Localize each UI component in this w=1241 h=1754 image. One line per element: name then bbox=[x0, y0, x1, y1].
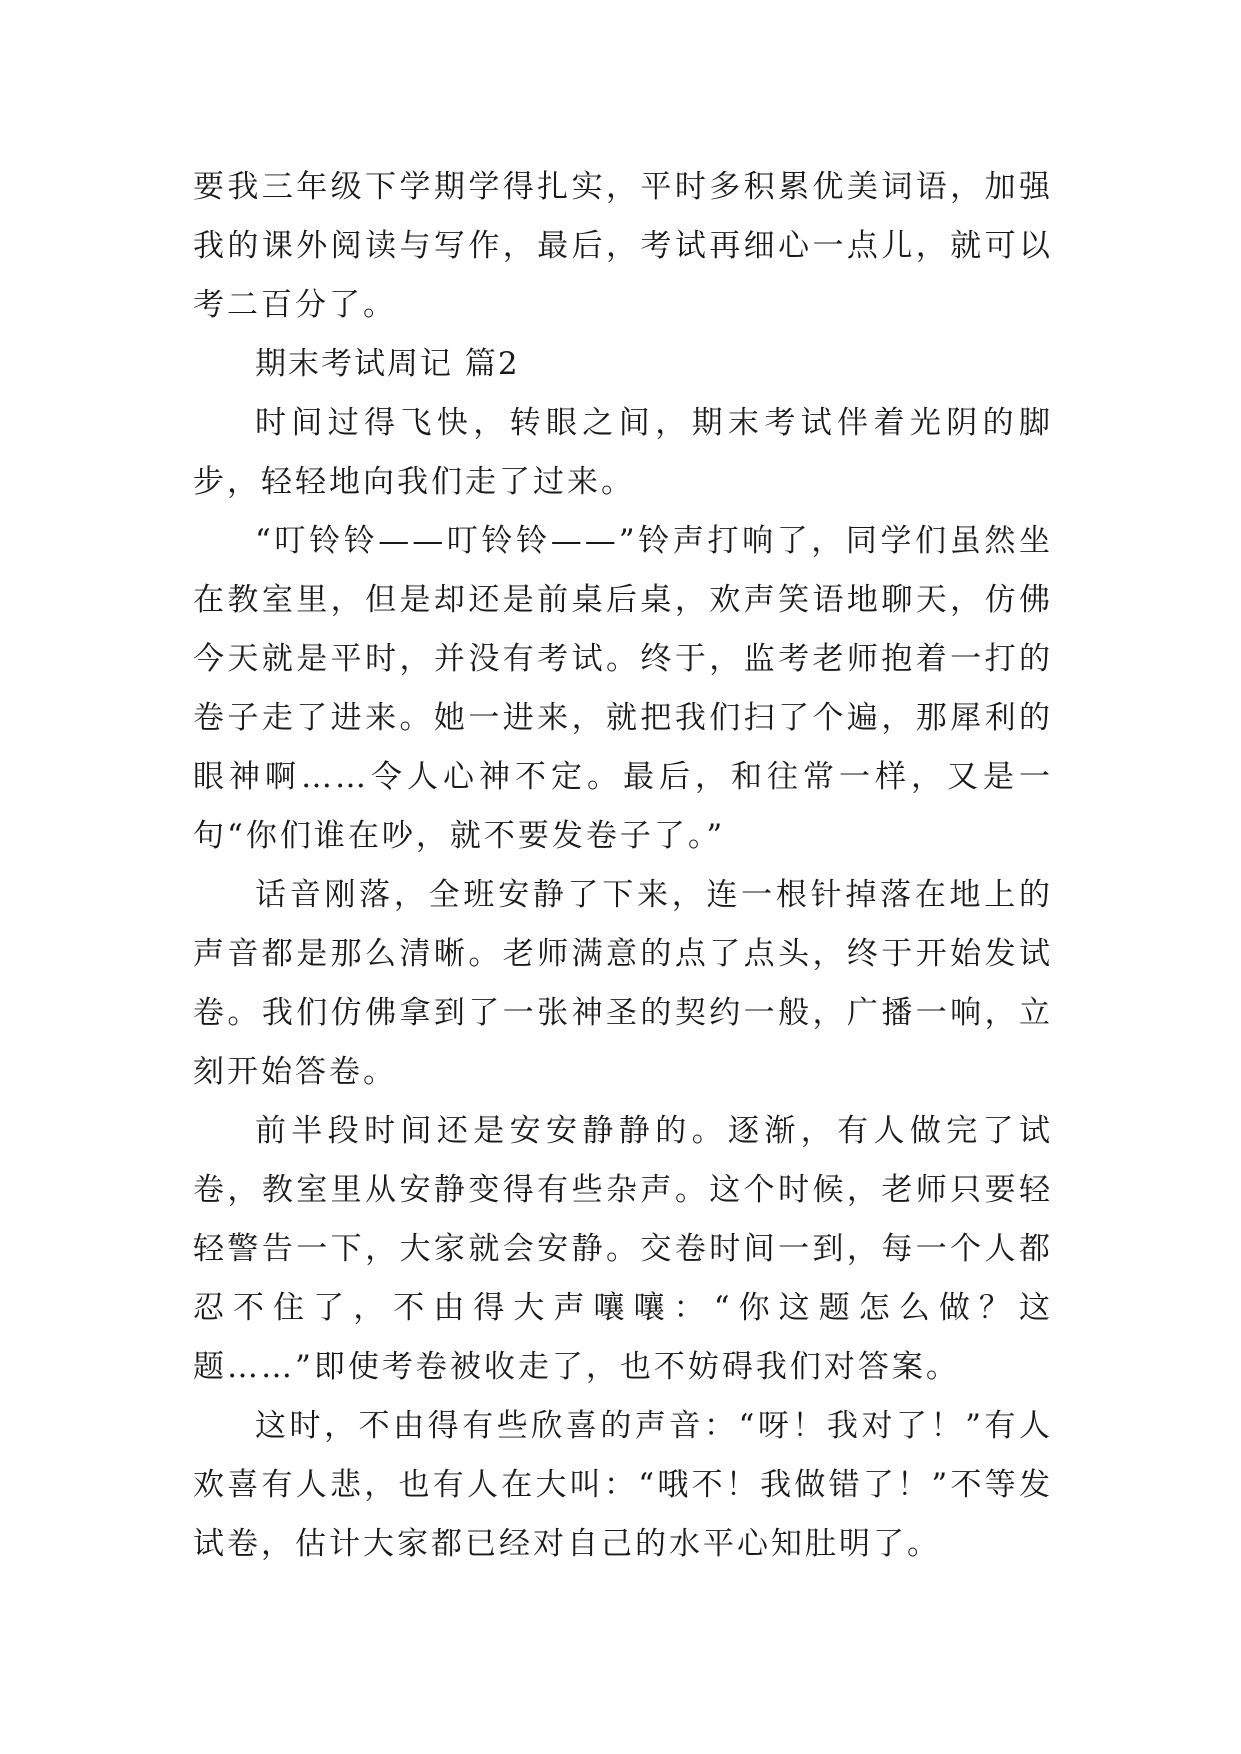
paragraph-continuation: 要我三年级下学期学得扎实，平时多积累优美词语，加强我的课外阅读与写作，最后，考试再细心一点儿，就可以考二百分了。 bbox=[193, 169, 1053, 323]
paragraph: 话音刚落，全班安静了下来，连一根针掉落在地上的声音都是那么清晰。老师满意的点了点头，终于开始发试卷。我们仿佛拿到了一张神圣的契约一般，广播一响，立刻开始答卷。 bbox=[193, 877, 1053, 1090]
paragraph: 时间过得飞快，转眼之间，期末考试伴着光阴的脚步，轻轻地向我们走了过来。 bbox=[193, 405, 1053, 500]
paragraph: 这时，不由得有些欣喜的声音：“呀！我对了！”有人欢喜有人悲，也有人在大叫：“哦不！我做错了！”不等发试卷，估计大家都已经对自己的水平心知肚明了。 bbox=[193, 1408, 1053, 1562]
paragraph: “叮铃铃——叮铃铃——”铃声打响了，同学们虽然坐在教室里，但是却还是前桌后桌，欢声笑语地聊天，仿佛今天就是平时，并没有考试。终于，监考老师抱着一打的卷子走了进来。她一进来，就把我们扫了个遍，那犀利的眼神啊……令人心神不定。最后，和往常一样，又是一句“你们谁在吵，就不要发卷子了。” bbox=[193, 523, 1053, 854]
paragraph: 前半段时间还是安安静静的。逐渐，有人做完了试卷，教室里从安静变得有些杂声。这个时候，老师只要轻轻警告一下，大家就会安静。交卷时间一到，每一个人都忍不住了，不由得大声嚷嚷：“你这题怎么做？这题……”即使考卷被收走了，也不妨碍我们对答案。 bbox=[193, 1113, 1053, 1385]
section-heading: 期末考试周记 篇2 bbox=[255, 346, 520, 382]
document-body bbox=[193, 158, 1053, 1574]
